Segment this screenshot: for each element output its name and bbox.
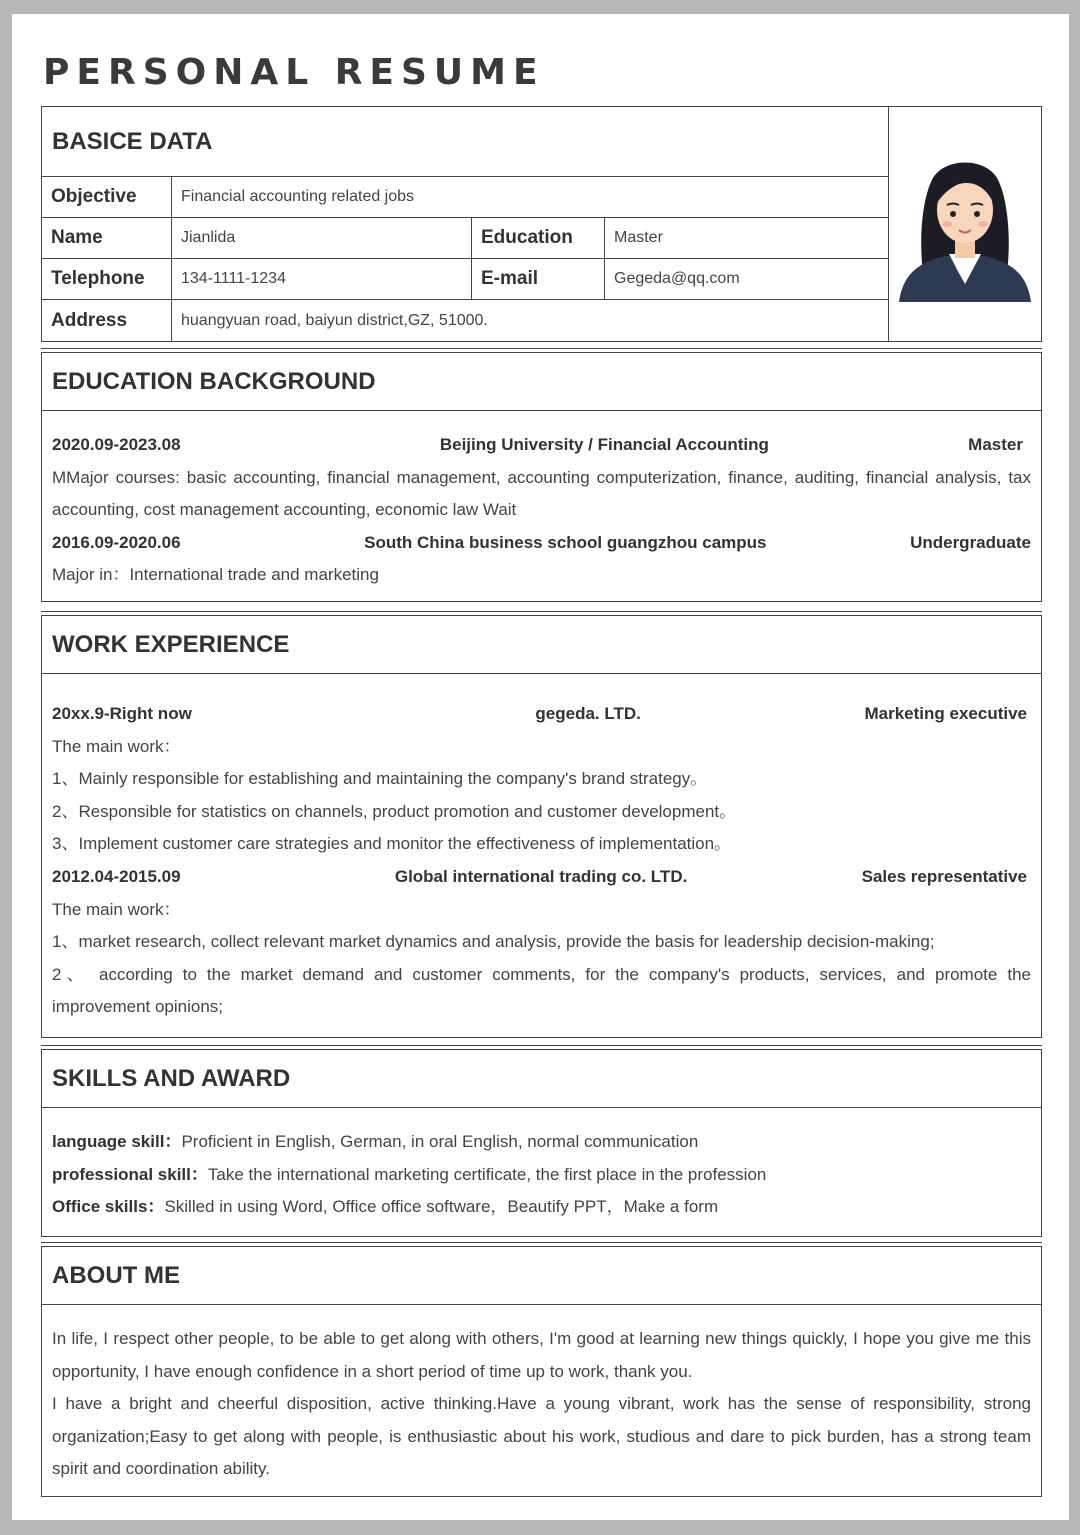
- work-item: 2、 according to the market demand and customer comments, for the company's products, services, and promote the improvement opinions;: [52, 964, 1031, 1017]
- divider: [41, 611, 1042, 612]
- skill-text: Take the international marketing certificate, the first place in the profession: [207, 1164, 767, 1184]
- email-label: E-mail: [472, 259, 605, 299]
- education-value: Master: [614, 229, 663, 246]
- name-value: Jianlida: [172, 218, 472, 258]
- education-degree: Master: [968, 435, 1023, 454]
- skills-heading: SKILLS AND AWARD: [42, 1050, 1041, 1108]
- skill-text: Proficient in English, German, in oral English, normal communication: [181, 1132, 699, 1151]
- basic-data-heading: BASICE DATA: [42, 107, 888, 177]
- basic-data-table: [42, 107, 888, 341]
- work-heading: WORK EXPERIENCE: [42, 616, 1041, 674]
- work-entry-header: [52, 698, 1031, 731]
- about-body: [42, 1305, 1041, 1486]
- about-paragraph: In life, I respect other people, to be able to get along with others, I'm good at learning new things quickly, I hope you give me this opportunity, I have enough confidence in a short period of time up to work, thank you.: [52, 1329, 1031, 1381]
- work-company: gegeda. LTD.: [535, 704, 641, 723]
- resume-page: [12, 14, 1069, 1520]
- education-heading: EDUCATION BACKGROUND: [42, 353, 1041, 411]
- name-row: [42, 218, 888, 259]
- basic-data-section: [41, 106, 1042, 342]
- work-item: 1、market research, collect relevant market dynamics and analysis, provide the basis for leadership decision-making;: [52, 932, 935, 952]
- education-period: 2016.09-2020.06: [52, 532, 181, 552]
- work-entry-header: [52, 861, 1031, 894]
- skill-item: [52, 1159, 1031, 1192]
- telephone-label: Telephone: [42, 259, 172, 299]
- work-section: [41, 615, 1042, 1038]
- email-value: Gegeda@qq.com: [614, 270, 740, 287]
- divider: [41, 348, 1042, 349]
- skill-item: [52, 1126, 1031, 1159]
- work-company: Global international trading co. LTD.: [394, 866, 688, 886]
- education-body: [42, 411, 1041, 592]
- address-label: Address: [42, 300, 172, 341]
- address-value: huangyuan road, baiyun district,GZ, 51000.: [181, 311, 488, 329]
- education-entry-header: [52, 527, 1031, 560]
- education-label: Education: [472, 218, 605, 258]
- education-detail: MMajor courses: basic accounting, financial management, accounting computerization, finance, auditing, financial analysis, tax accounting, cost management accounting, economic law Wait: [52, 467, 1031, 520]
- work-item: 1、Mainly responsible for establishing and maintaining the company's brand strategy。: [52, 769, 708, 789]
- telephone-value: 134-1111-1234: [172, 259, 472, 299]
- divider: [41, 1242, 1042, 1243]
- education-school: Beijing University / Financial Accounting: [439, 435, 769, 454]
- page-title: PERSONAL RESUME: [43, 52, 545, 93]
- about-section: [41, 1246, 1042, 1497]
- education-period: 2020.09-2023.08: [52, 435, 181, 454]
- skill-label: professional skill：: [52, 1164, 208, 1184]
- work-role: Marketing executive: [864, 704, 1027, 723]
- objective-value: Financial accounting related jobs: [181, 188, 415, 205]
- work-intro: The main work：: [52, 899, 181, 919]
- education-school: South China business school guangzhou campus: [364, 532, 767, 552]
- work-item: 2、Responsible for statistics on channels, product promotion and customer development。: [52, 801, 737, 821]
- address-row: [42, 300, 888, 341]
- divider: [41, 1045, 1042, 1046]
- about-paragraph: I have a bright and cheerful disposition, active thinking.Have a young vibrant, work has the sense of responsibility, strong organization;Easy to get along with people, is enthusiastic about his work, studious and dare to pick burden, has a strong team spirit and coordination ability.: [52, 1394, 1031, 1479]
- about-heading: ABOUT ME: [42, 1247, 1041, 1305]
- work-role: Sales representative: [861, 866, 1027, 886]
- skill-item: [52, 1191, 1031, 1224]
- skill-label: Office skills：: [52, 1197, 165, 1217]
- work-intro: The main work：: [52, 736, 181, 756]
- work-item: 3、Implement customer care strategies and monitor the effectiveness of implementation。: [52, 834, 732, 854]
- skills-section: [41, 1049, 1042, 1237]
- work-period: 2012.04-2015.09: [52, 866, 181, 886]
- name-label: Name: [42, 218, 172, 258]
- skill-label: language skill：: [52, 1132, 182, 1151]
- telephone-row: [42, 259, 888, 300]
- objective-label: Objective: [42, 177, 172, 217]
- photo-cell: [888, 107, 1041, 341]
- skills-body: [42, 1108, 1041, 1224]
- work-body: [42, 674, 1041, 1024]
- skill-text: Skilled in using Word, Office office software，Beautify PPT，Make a form: [164, 1197, 719, 1217]
- education-degree: Undergraduate: [910, 532, 1031, 552]
- education-entry-header: [52, 429, 1031, 462]
- objective-row: [42, 177, 888, 218]
- education-section: [41, 352, 1042, 602]
- work-period: 20xx.9-Right now: [52, 704, 192, 723]
- avatar-woman-icon: [897, 144, 1033, 304]
- education-detail: Major in：International trade and marketing: [52, 565, 379, 585]
